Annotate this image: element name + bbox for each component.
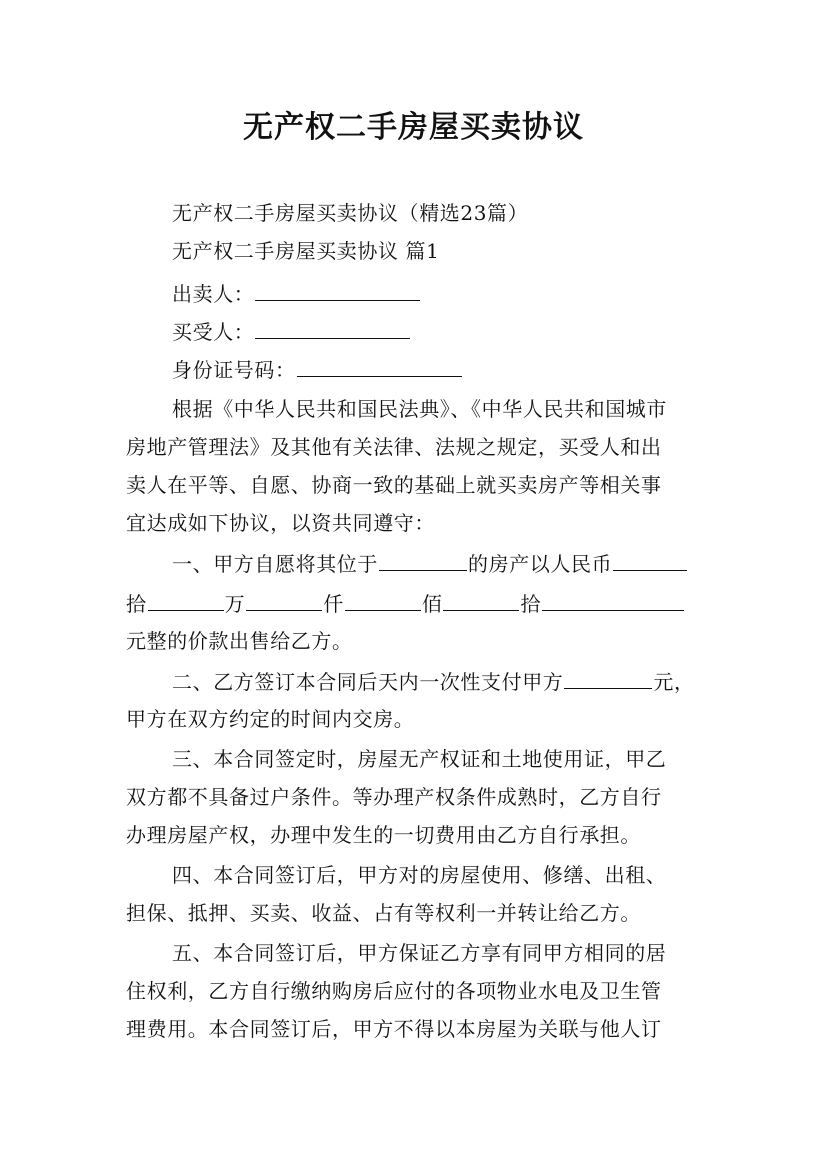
clause2-line-2: 甲方在双方约定的时间内交房。 <box>126 707 415 731</box>
clause2-line-1 <box>172 668 772 695</box>
seller-blank[interactable] <box>255 280 420 301</box>
clause4-line-1: 四、本合同签订后，甲方对的房屋使用、修缮、出租、 <box>172 863 667 887</box>
clause3-line-3: 办理房屋产权，办理中发生的一切费用由乙方自行承担。 <box>126 823 641 847</box>
preamble-line-4: 宜达成如下协议，以资共同遵守： <box>126 511 435 535</box>
payment-blank[interactable] <box>564 668 652 689</box>
clause2-text-b: 元， <box>653 670 695 694</box>
unit-bai: 佰 <box>421 592 443 616</box>
id-blank[interactable] <box>297 356 462 377</box>
clause1-text-b: 的房产以人民币 <box>468 552 613 576</box>
seller-line <box>172 280 772 307</box>
clause5-line-2: 住权利，乙方自行缴纳购房后应付的各项物业水电及卫生管 <box>126 979 662 1003</box>
clause5-line-3: 理费用。本合同签订后，甲方不得以本房屋为关联与他人订 <box>126 1017 662 1041</box>
seller-label: 出卖人： <box>172 282 255 306</box>
clause3-line-1: 三、本合同签定时，房屋无产权证和土地使用证，甲乙 <box>172 747 667 771</box>
shi-blank-1[interactable] <box>148 590 224 611</box>
buyer-label: 买受人： <box>172 320 255 344</box>
clause5-line-1: 五、本合同签订后，甲方保证乙方享有同甲方相同的居 <box>172 941 667 965</box>
id-label: 身份证号码： <box>172 358 296 382</box>
unit-shi-1: 拾 <box>126 592 147 616</box>
buyer-blank[interactable] <box>255 318 410 339</box>
bai-blank[interactable] <box>443 590 519 611</box>
wan-blank[interactable] <box>246 590 322 611</box>
preamble-line-3: 卖人在平等、自愿、协商一致的基础上就买卖房产等相关事 <box>126 473 662 497</box>
preamble-line-2: 房地产管理法》及其他有关法律、法规之规定，买受人和出 <box>126 435 662 459</box>
buyer-line <box>172 318 772 345</box>
unit-shi-2: 拾 <box>520 592 542 616</box>
intro-piece: 无产权二手房屋买卖协议 篇1 <box>172 239 440 263</box>
intro-collection: 无产权二手房屋买卖协议（精选23篇） <box>172 201 529 225</box>
clause1-line-3: 元整的价款出售给乙方。 <box>126 629 353 653</box>
clause1-text-a: 一、甲方自愿将其位于 <box>172 552 378 576</box>
clause2-text-a: 二、乙方签订本合同后天内一次性支付甲方 <box>172 670 564 694</box>
unit-qian: 仟 <box>323 592 344 616</box>
qian-blank[interactable] <box>345 590 421 611</box>
clause1-line-1 <box>172 550 772 577</box>
clause3-line-2: 双方都不具备过户条件。等办理产权条件成熟时，乙方自行 <box>126 785 662 809</box>
price-blank[interactable] <box>613 550 687 571</box>
preamble-line-1: 根据《中华人民共和国民法典》、《中华人民共和国城市 <box>172 397 667 421</box>
location-blank[interactable] <box>379 550 467 571</box>
id-line <box>172 356 772 383</box>
shi-blank-2[interactable] <box>542 590 684 611</box>
clause1-line-2 <box>126 590 726 617</box>
clause4-line-2: 担保、抵押、买卖、收益、占有等权利一并转让给乙方。 <box>126 901 641 925</box>
unit-wan: 万 <box>224 592 246 616</box>
document-title: 无产权二手房屋买卖协议 <box>243 110 584 145</box>
